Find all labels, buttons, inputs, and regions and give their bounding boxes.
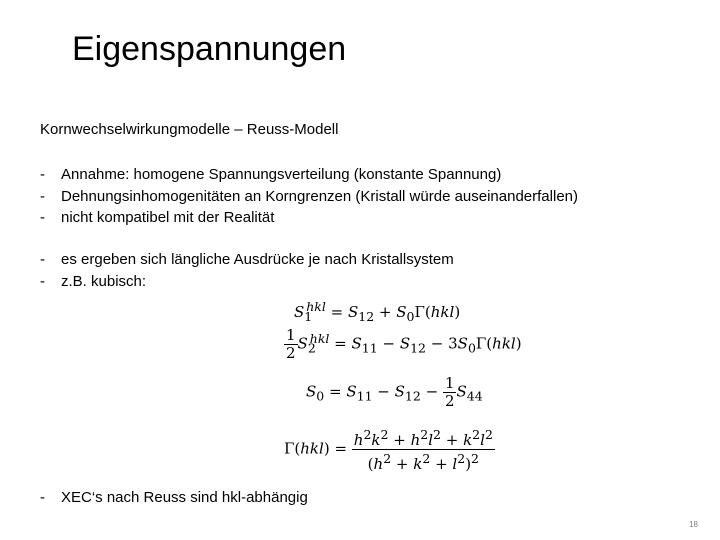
bullet-dash: - xyxy=(40,209,45,226)
bullet-item xyxy=(40,271,454,293)
bullet-dash: - xyxy=(40,187,45,205)
bullet-text: Annahme: homogene Spannungsverteilung (konstante Spannung) xyxy=(61,166,502,183)
bullet-dash: - xyxy=(40,251,45,268)
bullet-text: es ergeben sich längliche Ausdrücke je nach Kristallsystem xyxy=(61,251,454,268)
slide-title: Eigenspannungen xyxy=(72,30,347,68)
bullet-dash: - xyxy=(40,272,45,290)
equation-gamma: Γ(hkl) = $\frac{h^2k^2 + h^2l^2 + k^2l^2}{(h^2 + k^2 + l^2)^2}$ xyxy=(284,427,493,473)
equation-s2: $\frac{1}{2}$ $S_2^{hkl} = S_{11} - S_{12} - 3S_0\Gamma(hkl)$ xyxy=(286,326,522,362)
bullet-text: XEC‘s nach Reuss sind hkl-abhängig xyxy=(61,489,308,506)
bullet-item xyxy=(40,186,578,208)
bullet-item xyxy=(40,164,578,186)
bullet-text: nicht kompatibel mit der Realität xyxy=(61,209,275,226)
equation-s0: $S_0 = S_{11} - S_{12}$ − $\frac{1}{2}$ $S_{44}$ xyxy=(306,374,483,410)
bullet-group-expressions xyxy=(40,249,454,292)
equation-s1: $S_1^{hkl} = S_{12} + S_0\Gamma(hkl)$ xyxy=(294,299,461,324)
bullet-item xyxy=(40,249,454,271)
bullet-text: Dehnungsinhomogenitäten an Korngrenzen (Kristall würde auseinanderfallen) xyxy=(61,187,578,205)
bullet-dash: - xyxy=(40,166,45,183)
bullet-item xyxy=(40,487,308,509)
bullet-group-assumptions xyxy=(40,164,578,229)
bullet-dash: - xyxy=(40,489,45,506)
bullet-item xyxy=(40,207,578,229)
slide-subtitle: Kornwechselwirkungmodelle – Reuss-Modell xyxy=(40,121,339,138)
bullet-text: z.B. kubisch: xyxy=(61,272,147,290)
page-number: 18 xyxy=(689,520,698,529)
bullet-group-conclusion xyxy=(40,487,308,509)
